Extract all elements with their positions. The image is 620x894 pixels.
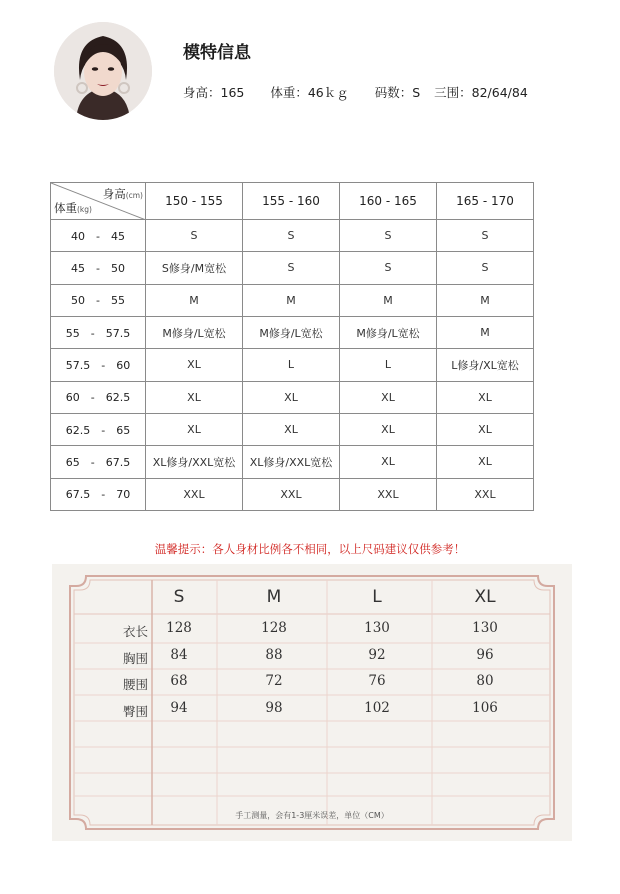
model-weight: 体重：46ｋｇ (270, 85, 349, 100)
size-header-s: S (173, 587, 185, 607)
measure-value: 130 (472, 620, 498, 636)
size-cell: M (243, 284, 340, 316)
size-cell: M (437, 284, 534, 316)
size-cell: S (437, 220, 534, 252)
height-range-header: 155 - 160 (243, 183, 340, 220)
weight-range-cell: 65 - 67.5 (51, 446, 146, 478)
weight-range-cell: 45 - 50 (51, 252, 146, 284)
height-range-header: 160 - 165 (340, 183, 437, 220)
measure-value: 98 (265, 700, 283, 716)
measure-value: 88 (265, 647, 283, 663)
size-cell: XL (243, 381, 340, 413)
table-corner-cell (51, 183, 146, 220)
model-size: 码数：S (374, 85, 421, 100)
table-row (51, 252, 534, 284)
table-row (51, 381, 534, 413)
measure-value: 68 (170, 673, 188, 689)
table-row (51, 446, 534, 478)
size-tip: 温馨提示：各人身材比例各不相同，以上尺码建议仅供参考！ (154, 542, 466, 556)
measure-value: 128 (166, 620, 192, 636)
size-cell: S (340, 220, 437, 252)
corner-height-label: 身高(cm) (102, 187, 143, 201)
table-row (51, 284, 534, 316)
table-row (51, 316, 534, 348)
measure-value: 76 (368, 673, 386, 689)
measure-value: 84 (170, 647, 188, 663)
weight-range-cell: 57.5 - 60 (51, 349, 146, 381)
size-cell: XL (243, 413, 340, 445)
height-range-header: 150 - 155 (146, 183, 243, 220)
size-header-m: M (266, 587, 282, 607)
size-cell: S (243, 220, 340, 252)
size-cell: S (437, 252, 534, 284)
size-cell: S (243, 252, 340, 284)
size-cell: XXL (146, 478, 243, 510)
measure-value: 130 (364, 620, 390, 636)
size-header-l: L (372, 587, 382, 607)
measure-value: 72 (265, 673, 283, 689)
measure-value: 96 (476, 647, 494, 663)
size-cell: XL (146, 381, 243, 413)
size-cell: M (340, 284, 437, 316)
size-cell: S修身/M宽松 (146, 252, 243, 284)
size-cell: XL (146, 413, 243, 445)
weight-range-cell: 67.5 - 70 (51, 478, 146, 510)
table-row (51, 478, 534, 510)
size-cell: M (146, 284, 243, 316)
size-cell: XXL (243, 478, 340, 510)
model-height: 身高：165 (183, 85, 245, 100)
height-range-header: 165 - 170 (437, 183, 534, 220)
table-header-row (51, 183, 534, 220)
model-portrait-icon (54, 22, 152, 120)
measure-value: 106 (472, 700, 498, 716)
model-stats (183, 83, 528, 101)
size-cell: XL修身/XXL宽松 (146, 446, 243, 478)
model-info-title: 模特信息 (183, 43, 251, 63)
size-cell: S (340, 252, 437, 284)
weight-range-cell: 55 - 57.5 (51, 316, 146, 348)
size-cell: XL (437, 413, 534, 445)
weight-range-cell: 50 - 55 (51, 284, 146, 316)
model-measurements: 三围：82/64/84 (434, 85, 528, 100)
table-row (51, 220, 534, 252)
size-cell: M修身/L宽松 (243, 316, 340, 348)
weight-range-cell: 60 - 62.5 (51, 381, 146, 413)
size-cell: XL (340, 446, 437, 478)
table-row (51, 413, 534, 445)
weight-range-cell: 40 - 45 (51, 220, 146, 252)
measure-label: 臀围 (122, 704, 148, 719)
model-avatar (54, 22, 152, 120)
size-cell: XXL (340, 478, 437, 510)
size-cell: M (437, 316, 534, 348)
measure-value: 102 (364, 700, 390, 716)
measure-label: 衣长 (122, 624, 148, 639)
size-cell: L (340, 349, 437, 381)
size-cell: L (243, 349, 340, 381)
size-cell: M修身/L宽松 (146, 316, 243, 348)
measure-label: 腰围 (122, 677, 148, 692)
measure-value: 94 (170, 700, 188, 716)
corner-weight-label: 体重(kg) (54, 201, 92, 215)
measure-value: 80 (476, 673, 494, 689)
size-cell: XL (340, 381, 437, 413)
size-header-xl: XL (474, 587, 496, 607)
measure-label: 胸围 (122, 651, 148, 666)
size-recommendation-table (50, 182, 534, 511)
measurement-footnote: 手工测量，会有1-3厘米误差，单位（CM） (235, 811, 389, 820)
table-row (51, 349, 534, 381)
size-cell: L修身/XL宽松 (437, 349, 534, 381)
size-cell: XL (146, 349, 243, 381)
measure-value: 92 (368, 647, 386, 663)
size-cell: XL (340, 413, 437, 445)
size-cell: XXL (437, 478, 534, 510)
size-cell: M修身/L宽松 (340, 316, 437, 348)
size-cell: XL修身/XXL宽松 (243, 446, 340, 478)
size-cell: XL (437, 446, 534, 478)
measure-value: 128 (261, 620, 287, 636)
size-cell: S (146, 220, 243, 252)
size-cell: XL (437, 381, 534, 413)
weight-range-cell: 62.5 - 65 (51, 413, 146, 445)
